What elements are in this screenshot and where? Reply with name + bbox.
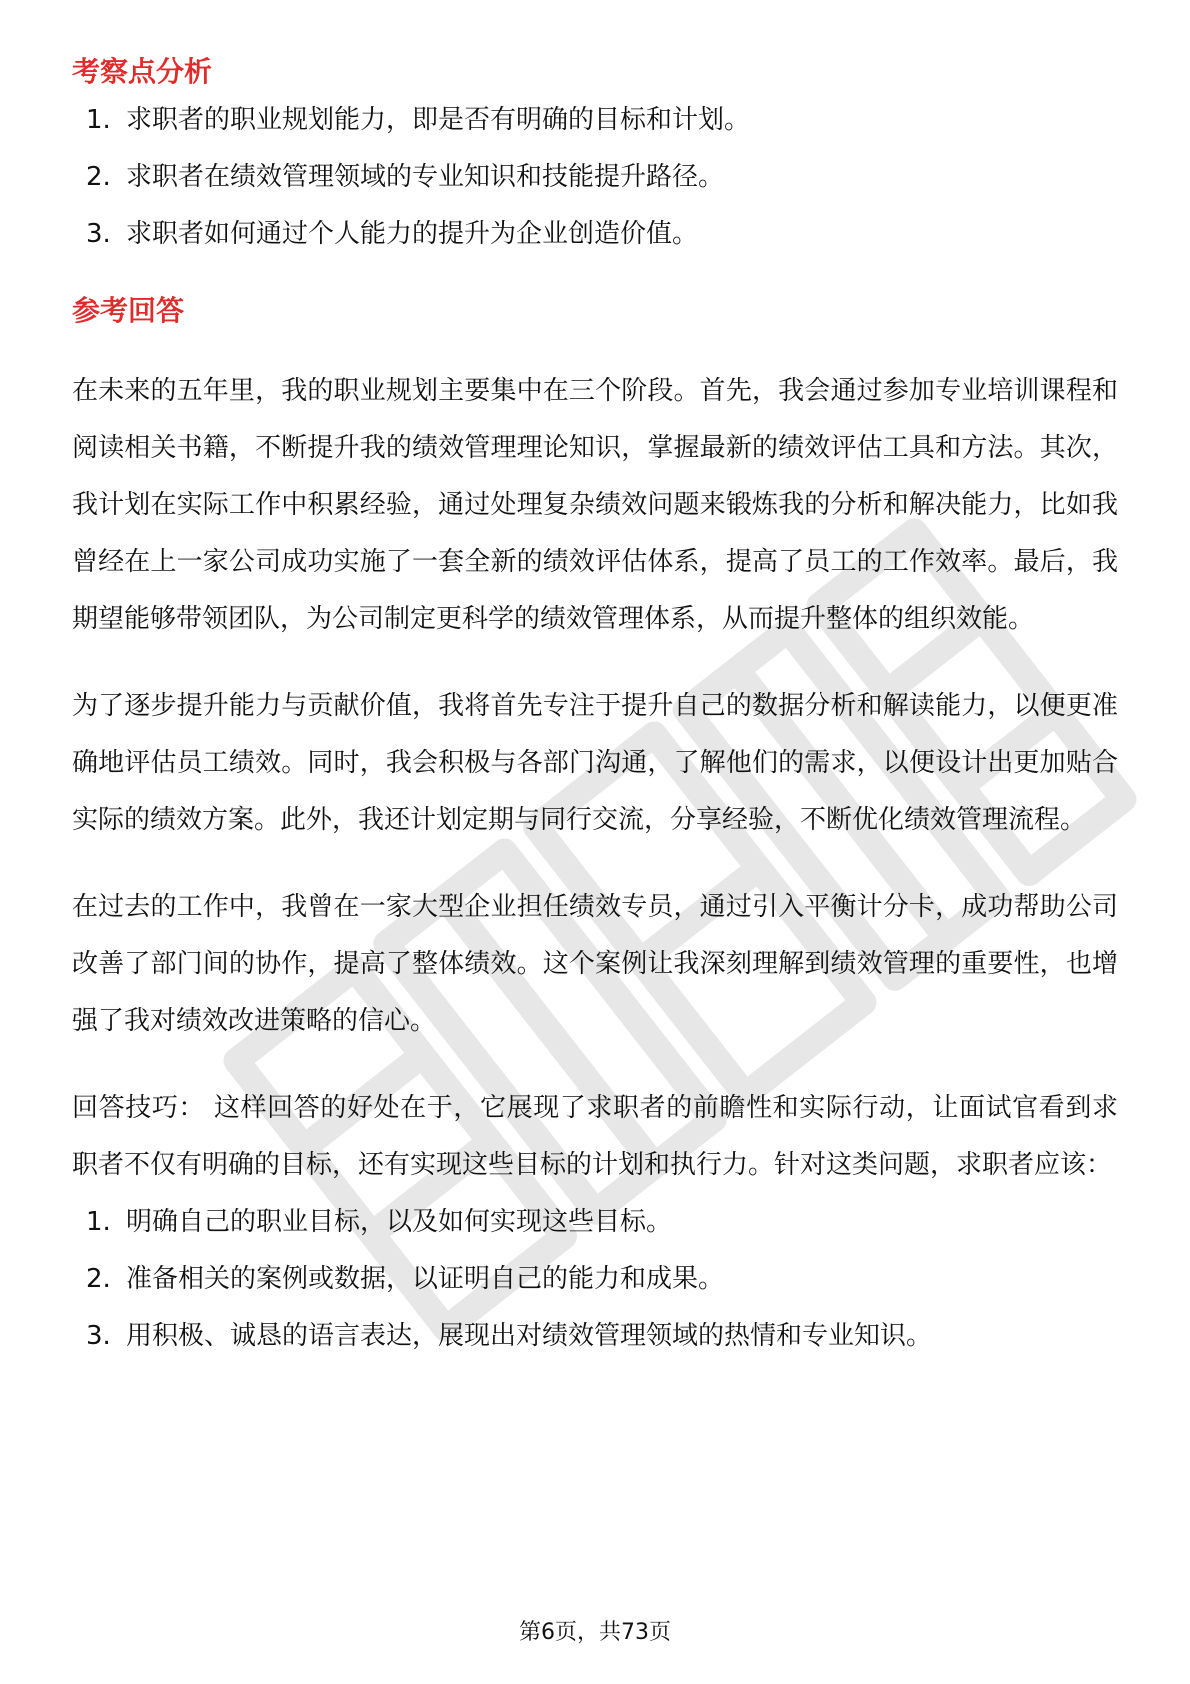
section-title-answer: 参考回答: [72, 294, 185, 327]
list-number: 2.: [86, 162, 111, 192]
list-number: 1.: [86, 105, 111, 135]
analysis-list: [72, 92, 1118, 263]
answer-tips-paragraph: 回答技巧： 这样回答的好处在于，它展现了求职者的前瞻性和实际行动，让面试官看到求职者不仅有明确的目标，还有实现这些目标的计划和执行力。针对这类问题，求职者应该：: [72, 1093, 1118, 1180]
list-number: 3.: [86, 1321, 111, 1351]
list-number: 1.: [86, 1207, 111, 1237]
list-item: [72, 149, 1118, 206]
list-item: [72, 92, 1118, 149]
list-item: [72, 206, 1118, 263]
answer-paragraph-3: 在过去的工作中，我曾在一家大型企业担任绩效专员，通过引入平衡计分卡，成功帮助公司改善了部门间的协作，提高了整体绩效。这个案例让我深刻理解到绩效管理的重要性，也增强了我对绩效改进策略的信心。: [72, 892, 1118, 1036]
list-text: 准备相关的案例或数据，以证明自己的能力和成果。: [126, 1264, 725, 1294]
content-area: [72, 44, 1118, 1365]
list-item: [72, 1308, 1118, 1365]
list-text: 明确自己的职业目标，以及如何实现这些目标。: [126, 1207, 673, 1237]
list-item: [72, 1251, 1118, 1308]
list-item: [72, 1194, 1118, 1251]
list-number: 2.: [86, 1264, 111, 1294]
page-number: 第6页，共73页: [519, 1620, 671, 1645]
answer-paragraph-1: 在未来的五年里，我的职业规划主要集中在三个阶段。首先，我会通过参加专业培训课程和阅读相关书籍，不断提升我的绩效管理理论知识，掌握最新的绩效评估工具和方法。其次，我计划在实际工作中积累经验，通过处理复杂绩效问题来锻炼我的分析和解决能力，比如我曾经在上一家公司成功实施了一套全新的绩效评估体系，提高了员工的工作效率。最后，我期望能够带领团队，为公司制定更科学的绩效管理体系，从而提升整体的组织效能。: [72, 376, 1118, 634]
list-text: 求职者的职业规划能力，即是否有明确的目标和计划。: [126, 105, 751, 135]
tips-list: [72, 1194, 1118, 1365]
list-number: 3.: [86, 219, 111, 249]
section-title-analysis: 考察点分析: [72, 55, 213, 88]
list-text: 求职者在绩效管理领域的专业知识和技能提升路径。: [126, 162, 725, 192]
list-text: 用积极、诚恳的语言表达，展现出对绩效管理领域的热情和专业知识。: [126, 1321, 933, 1351]
answer-paragraph-2: 为了逐步提升能力与贡献价值，我将首先专注于提升自己的数据分析和解读能力，以便更准确地评估员工绩效。同时，我会积极与各部门沟通，了解他们的需求，以便设计出更加贴合实际的绩效方案。此外，我还计划定期与同行交流，分享经验，不断优化绩效管理流程。: [72, 691, 1118, 835]
list-text: 求职者如何通过个人能力的提升为企业创造价值。: [126, 219, 699, 249]
